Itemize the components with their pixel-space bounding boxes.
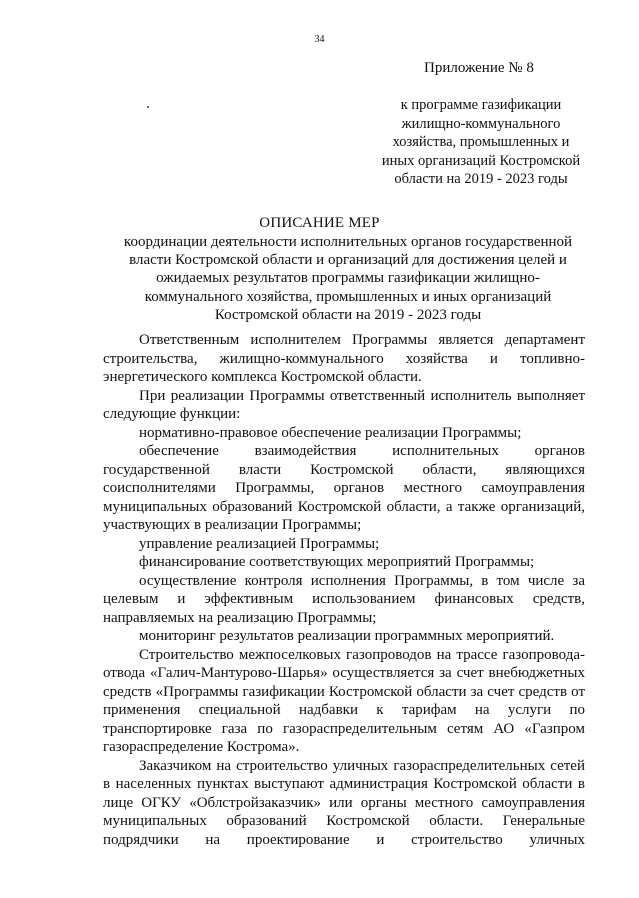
body-paragraph: Заказчиком на строительство уличных газораспределительных сетей в населенных пунктах выступают администрация Костромской области в лице ОГКУ «Облстройзаказчик» или органы местного самоуправления муниципальных образований Костромской области. Генеральные подрядчики на проектирование и строительство уличных [103, 757, 585, 848]
body-paragraph: осуществление контроля исполнения Программы, в том числе за целевым и эффективным использованием финансовых средств, направляемых на реализацию Программы; [103, 572, 585, 626]
document-title: ОПИСАНИЕ МЕР [259, 215, 380, 231]
body-paragraph: обеспечение взаимодействия исполнительных органов государственной власти Костромской области, являющихся соисполнителями Программы, органов местного самоуправления муниципальных образований Костромской области, а также организаций, участвующих в реализации Программы; [103, 443, 585, 533]
body-paragraph: финансирование соответствующих мероприятий Программы; [139, 554, 535, 570]
document-subtitle: координации деятельности исполнительных органов государственной власти Костромской области и организаций для достижения целей и ожидаемых результатов программы газификации жилищно-коммунального хозяйства, промышленных и иных организаций Костромской области на 2019 - 2023 годы [123, 234, 573, 323]
body-paragraph: При реализации Программы ответственный исполнитель выполняет следующие функции: [103, 387, 585, 422]
document-body [103, 331, 585, 849]
body-paragraph: Ответственным исполнителем Программы является департамент строительства, жилищно-коммунального хозяйства и топливно-энергетического комплекса Костромской области. [103, 332, 585, 385]
scan-speck [147, 106, 149, 108]
body-paragraph: мониторинг результатов реализации программных мероприятий. [139, 628, 555, 644]
body-paragraph: Строительство межпоселковых газопроводов на трассе газопровода-отвода «Галич-Мантурово-Шарья» осуществляется за счет внебюджетных средств «Программы газификации Костромской области за счет средств от применения специальной надбавки к тарифам на услуги по транспортировке газа по газораспределительным сетям АО «Газпром газораспределение Кострома». [103, 646, 585, 755]
appendix-reference: к программе газификации жилищно-коммунального хозяйства, промышленных и иных организаций Костромской области на 2019 - 2023 годы [381, 97, 581, 187]
page-number: 34 [314, 34, 325, 45]
appendix-label: Приложение № 8 [424, 60, 534, 76]
body-paragraph: нормативно-правовое обеспечение реализации Программы; [139, 424, 522, 441]
body-paragraph: управление реализацией Программы; [139, 535, 380, 552]
